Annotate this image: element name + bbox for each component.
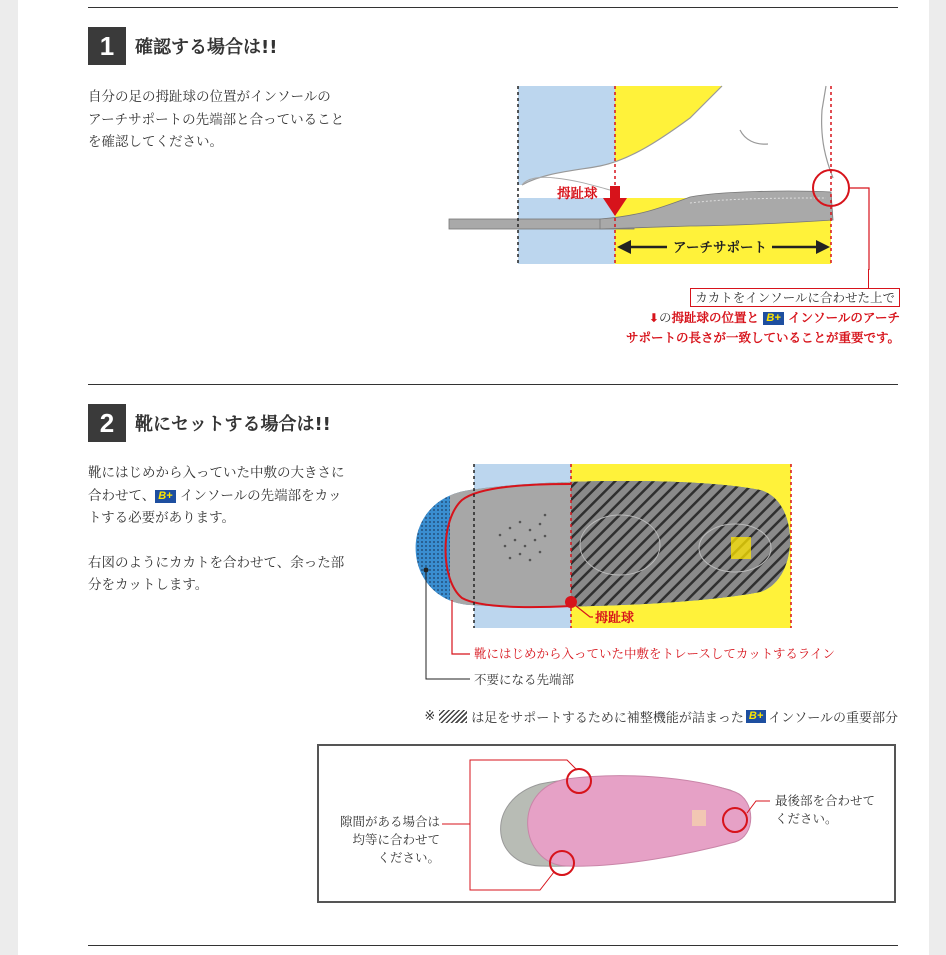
- note-suffix: インソールの重要部分: [768, 711, 898, 726]
- gap-note-line1: 隙間がある場合は: [339, 814, 440, 829]
- pink-insole-logo: [692, 810, 706, 826]
- ball-label: 拇趾球: [557, 186, 598, 202]
- section2-body: [88, 462, 363, 597]
- trace-line-label: 靴にはじめから入っていた中敷をトレースしてカットするライン: [474, 646, 836, 661]
- b-plus-badge: B+: [155, 490, 175, 503]
- section2-body-line2-pre: 合わせて、: [88, 487, 156, 504]
- gap-note: [326, 813, 440, 867]
- section2-heading: [88, 404, 331, 442]
- divider-bottom: [88, 945, 898, 946]
- hatch-swatch: [439, 710, 467, 723]
- section1-heading: [88, 27, 277, 65]
- section1-body-line3: を確認してください。: [88, 134, 223, 150]
- caption-line2-post: インソールのアーチ: [788, 310, 900, 325]
- section2-title: 靴にセットする場合は!!: [135, 414, 331, 435]
- section2-body-line3: トする必要があります。: [88, 510, 236, 526]
- paragraph-spacer: [88, 530, 363, 552]
- caption-line2-mid: 拇趾球の位置と: [671, 310, 760, 325]
- section2-body-line6: 分をカットします。: [88, 577, 209, 593]
- step-number-1: 1: [88, 27, 126, 65]
- section2-body-line2-post: インソールの先端部をカッ: [179, 487, 342, 504]
- section2-body-line2: [88, 485, 363, 508]
- heel-callout-line-lower: [868, 269, 869, 289]
- gap-note-line3: ください。: [377, 850, 440, 865]
- b-plus-badge: B+: [746, 710, 766, 723]
- note-mid: は足をサポートするために補整機能が詰まった: [471, 711, 744, 726]
- caption-line2-pre: の: [658, 310, 672, 325]
- section1-body-line1: 自分の足の拇趾球の位置がインソールの: [88, 89, 331, 105]
- figure-insole-top: [400, 460, 900, 695]
- unneeded-label: 不要になる先端部: [474, 672, 575, 687]
- step-number-2: 2: [88, 404, 126, 442]
- trace-callout-line: [452, 600, 470, 654]
- down-arrow-icon: ⬇: [648, 311, 659, 325]
- divider-middle: [88, 384, 898, 385]
- arch-label: アーチサポート: [672, 240, 768, 256]
- ball-label-2: 拇趾球: [595, 611, 635, 626]
- section1-body: [88, 86, 363, 154]
- ball-arrow-shaft: [610, 186, 620, 198]
- heel-note-line2: ください。: [775, 811, 838, 826]
- caption-line3: サポートの長さが一致していることが重要です。: [625, 330, 900, 345]
- section1-caption: [608, 288, 900, 348]
- pink-insole: [528, 776, 751, 867]
- section2-body-line1: 靴にはじめから入っていた中敷の大きさに: [88, 465, 345, 481]
- insole-front-grey: [450, 470, 580, 620]
- section2-body-line5: 右図のようにカカトを合わせて、余った部: [88, 554, 345, 571]
- b-plus-logo-mark: [731, 537, 751, 559]
- figure-foot-arch: [440, 80, 910, 270]
- caption-boxed: カカトをインソールに合わせた上で: [690, 288, 900, 307]
- page-gutter-left: [0, 0, 18, 955]
- hatch-note: [424, 707, 898, 726]
- page-gutter-right: [929, 0, 946, 955]
- b-plus-badge: B+: [763, 312, 783, 325]
- gap-note-line2: 均等に合わせて: [352, 832, 440, 847]
- heel-callout-line: [849, 188, 869, 270]
- section1-title: 確認する場合は!!: [135, 37, 278, 58]
- heel-note: [775, 792, 890, 828]
- note-prefix: ※: [424, 709, 436, 724]
- divider-top: [88, 7, 898, 8]
- section1-body-line2: アーチサポートの先端部と合っていること: [88, 111, 345, 128]
- heel-note-line1: 最後部を合わせて: [775, 793, 876, 808]
